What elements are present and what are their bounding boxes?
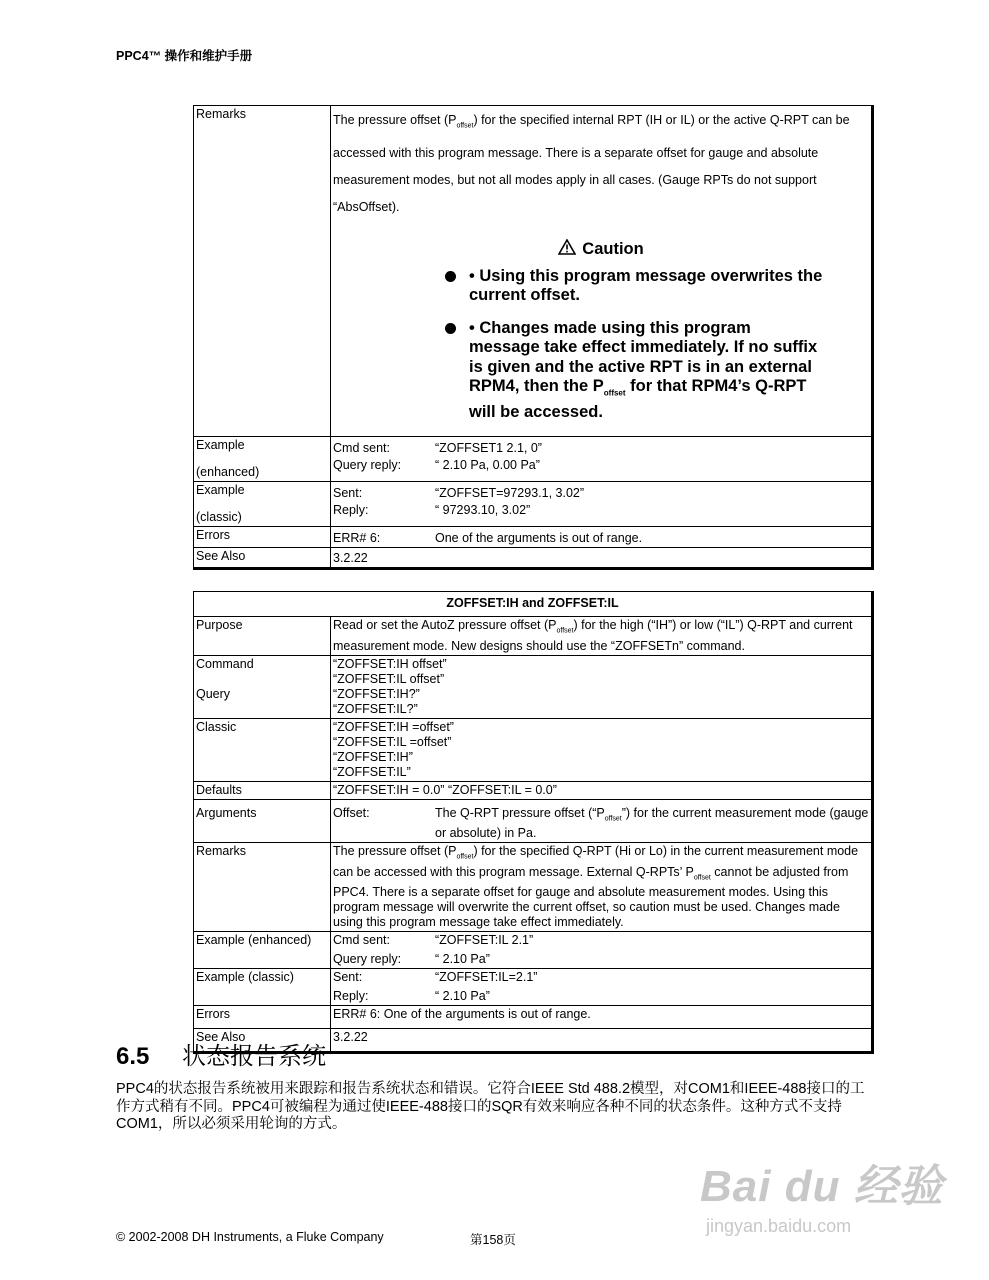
errors-label: Errors (194, 1006, 331, 1029)
bullet-icon (445, 271, 456, 282)
section-number: 6.5 (116, 1043, 150, 1070)
sent-value: “ZOFFSET:IL=2.1” (435, 970, 538, 984)
example-classic-cell (331, 969, 873, 1006)
defaults-text: “ZOFFSET:IH = 0.0” “ZOFFSET:IL = 0.0” (331, 781, 873, 799)
example-classic-label: Example (classic) (194, 969, 331, 1006)
see-also-value: 3.2.22 (331, 548, 873, 569)
table-row (194, 799, 873, 843)
command-query-labels: Command Query (194, 655, 331, 718)
section-paragraph: PPC4的状态报告系统被用来跟踪和报告系统状态和错误。它符合IEEE Std 488.2模型，对COM1和IEEE-488接口的工作方式稍有不同。PPC4可被编程为通过使IEEE-488接口的SQR有效来响应各种不同的状态条件。这种方式不支持COM1，所以必须采用轮询的方式。 (116, 1081, 865, 1132)
table-title: ZOFFSET:IH and ZOFFSET:IL (194, 592, 873, 617)
example-enhanced-label: Example (enhanced) (194, 437, 331, 482)
table-row (194, 718, 873, 781)
error-text: One of the arguments is out of range. (435, 531, 643, 546)
reply-value: “ 2.10 Pa” (435, 989, 490, 1003)
table-row (194, 437, 873, 482)
table-row (194, 969, 873, 1006)
query-reply-label: Query reply: (333, 458, 402, 473)
remarks-text (333, 107, 869, 221)
bullet-icon (445, 323, 456, 334)
table-row (194, 617, 873, 656)
error-code: ERR# 6: (333, 531, 381, 546)
sent-value: “ZOFFSET=97293.1, 3.02” (435, 486, 585, 501)
warning-triangle-icon (558, 239, 576, 255)
baidu-logo: Bai du 经验 (700, 1162, 944, 1211)
table-row (194, 932, 873, 969)
example-classic-cell (331, 482, 873, 527)
table-row (194, 548, 873, 569)
example-enhanced-cell (331, 932, 873, 969)
cmd-sent-label: Cmd sent: (333, 933, 390, 947)
arguments-cell (331, 799, 873, 843)
see-also-label: See Also (194, 1029, 331, 1053)
cmd-sent-value: “ZOFFSET1 2.1, 0” (435, 441, 542, 456)
cmd-sent-value: “ZOFFSET:IL 2.1” (435, 933, 534, 947)
classic-label: Classic (194, 718, 331, 781)
table-row (194, 527, 873, 548)
remarks-line: measurement modes, but not all modes apply in all cases. (Gauge RPTs do not support (333, 172, 817, 187)
purpose-label: Purpose (194, 617, 331, 656)
classic-lines: “ZOFFSET:IH =offset” “ZOFFSET:IL =offset” “ZOFFSET:IH” “ZOFFSET:IL” (331, 718, 873, 781)
arguments-label: Arguments (194, 799, 331, 843)
command-table-zoffset (193, 105, 874, 570)
reply-label: Reply: (333, 503, 369, 518)
remarks-label: Remarks (194, 106, 331, 437)
cmd-sent-label: Cmd sent: (333, 441, 390, 456)
example-enhanced-cell (331, 437, 873, 482)
example-classic-label: Example (classic) (194, 482, 331, 527)
footer-page-number: 第158页 (470, 1233, 516, 1247)
defaults-label: Defaults (194, 781, 331, 799)
remarks-line: “AbsOffset). (333, 199, 400, 214)
command-lines: “ZOFFSET:IH offset” “ZOFFSET:IL offset” “ZOFFSET:IH?” “ZOFFSET:IL?” (331, 655, 873, 718)
see-also-label: See Also (194, 548, 331, 569)
remarks-cell (331, 106, 873, 437)
remarks-line: accessed with this program message. There is a separate offset for gauge and absolute (333, 145, 819, 160)
reply-value: “ 97293.10, 3.02” (435, 503, 531, 518)
caution-item-text: • Using this program message overwrites the current offset. (469, 266, 823, 304)
section-heading (116, 1036, 326, 1071)
page-header-title: PPC4™ 操作和维护手册 (116, 49, 253, 63)
watermark-url: jingyan.baidu.com (706, 1216, 852, 1236)
purpose-text: Read or set the AutoZ pressure offset $(P_{offset})$ for the high (“IH”) or low (“IL”) Q-RPT and current measurement mode. New designs should use the “ZOFFSETn” command. (331, 617, 873, 656)
table-row (194, 843, 873, 932)
table-row (194, 482, 873, 527)
sent-label: Sent: (333, 970, 363, 984)
table-header-row (194, 592, 873, 617)
errors-text: ERR# 6: One of the arguments is out of range. (331, 1006, 873, 1029)
errors-cell (331, 527, 873, 548)
see-also-value: 3.2.22 (331, 1029, 873, 1053)
table-row (194, 106, 873, 437)
caution-list (333, 267, 869, 423)
table-row (194, 781, 873, 799)
caution-heading (333, 239, 869, 257)
argument-desc: The Q-RPT pressure offset $(“P_{offset}”)$ for the current measurement mode (gauge or absolute) in Pa. (435, 805, 869, 840)
section-title: 状态报告系统 (182, 1043, 326, 1070)
sent-label: Sent: (333, 486, 363, 501)
query-reply-value: “ 2.10 Pa” (435, 952, 490, 966)
argument-name: Offset: (333, 805, 370, 820)
watermark-logo (700, 1150, 944, 1237)
footer-copyright: © 2002-2008 DH Instruments, a Fluke Company (116, 1230, 384, 1244)
caution-item-text: • Changes made using this program message take effect immediately. If no suffix is given and the active RPT is in an external RPM4, then the $P_{offset}$ for that RPM4’s Q-RPT will be accessed. (469, 318, 818, 421)
query-reply-value: “ 2.10 Pa, 0.00 Pa” (435, 458, 540, 473)
table-row (194, 1006, 873, 1029)
caution-item (445, 319, 824, 423)
command-table-zoffset-ih-il (193, 591, 874, 1054)
example-enhanced-label: Example (enhanced) (194, 932, 331, 969)
remarks-text: The pressure offset $(P_{offset})$ for the specified Q-RPT (Hi or Lo) in the current measurement mode can be accessed with this program message. External Q-RPTs’ $P_{offset}$ cannot be adjusted from PPC4. There is a separate offset for gauge and absolute measurement modes. Using this program message will overwrite the current offset, so caution must be used. Changes made using this program message take effect immediately. (331, 843, 873, 932)
caution-item (445, 267, 824, 306)
remarks-label: Remarks (194, 843, 331, 932)
reply-label: Reply: (333, 989, 369, 1003)
table-row (194, 655, 873, 718)
query-reply-label: Query reply: (333, 952, 402, 966)
caution-title: Caution (582, 239, 644, 258)
errors-label: Errors (194, 527, 331, 548)
remarks-line: The pressure offset $(P_{offset})$ for the specified internal RPT (IH or IL) or the active Q-RPT can be (333, 113, 850, 130)
